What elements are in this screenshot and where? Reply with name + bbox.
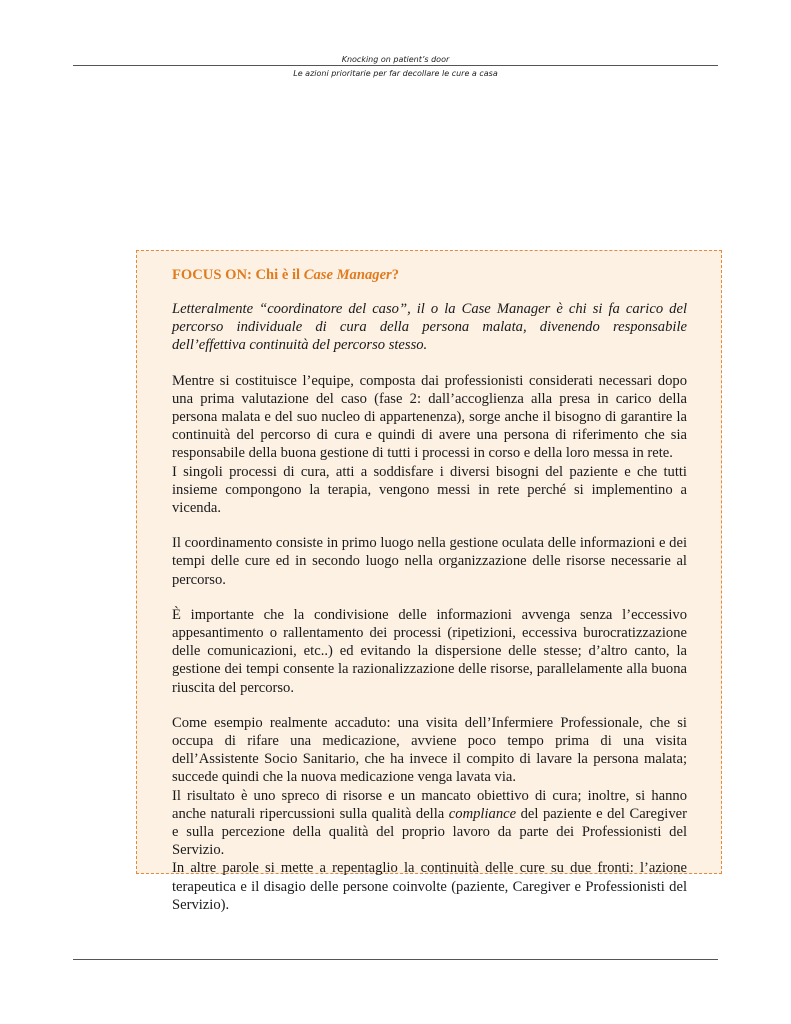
paragraph-esempio: Come esempio realmente accaduto: una visita dell’Infermiere Professionale, che si occupa di rifare una medicazione, avviene poco tempo prima di una visita dell’Assistente Socio Sanitario, che ha invece il compito di lavare la persona malata; succede quindi che la nuova medicazione venga lavata via. — [172, 714, 687, 786]
paragraph-gap — [172, 589, 687, 606]
paragraph-conclusione: In altre parole si mette a repentaglio la continuità delle cure su due fronti: l’azione terapeutica e il disagio delle persone coinvolte (paziente, Caregiver e Professionisti del Servizio). — [172, 860, 687, 913]
paragraph-condivisione: È importante che la condivisione delle informazioni avvenga senza l’eccessivo appesantimento o rallentamento dei processi (ripetizioni, eccessiva burocratizzazione delle comunicazioni, etc..) ed evitando la dispersione delle stesse; d’altro canto, la gestione dei tempi consente la razionalizzazione delle risorse, parallelamente alla buona riuscita del percorso. — [172, 606, 687, 696]
paragraph-gap — [172, 517, 687, 534]
focus-on-box — [136, 250, 722, 913]
focus-title — [172, 266, 687, 284]
definition-paragraph: Letteralmente “coordinatore del caso”, il o la Case Manager è chi si fa carico del percorso individuale di cura della persona malata, divenendo responsabile dell’effettiva continuità del percorso stesso. — [172, 301, 687, 354]
paragraph-coordinamento: Il coordinamento consiste in primo luogo nella gestione oculata delle informazioni e dei tempi delle cure ed in secondo luogo nella organizzazione delle risorse necessarie al percorso. — [172, 535, 687, 588]
running-header-title: Knocking on patient’s door — [341, 55, 450, 64]
paragraph-gap — [172, 355, 687, 372]
running-header-subtitle: Le azioni prioritarie per far decollare le cure a casa — [293, 69, 498, 78]
focus-title-term: Case Manager — [303, 267, 392, 283]
compliance-term: compliance — [448, 805, 517, 822]
focus-title-prefix: FOCUS ON: Chi è il — [172, 267, 304, 283]
paragraph-equipe: Mentre si costituisce l’equipe, composta dai professionisti considerati necessari dopo una prima valutazione del caso (fase 2: dall’accoglienza alla presa in carico della persona malata e del suo nucleo di appartenenza), sorge anche il bisogno di garantire la continuità del percorso di cura e quindi di avere una persona di riferimento che sia responsabile della buona gestione di tutti i processi in corso e della loro messa in rete. — [172, 372, 687, 462]
focus-title-suffix: ? — [391, 267, 400, 283]
paragraph-risultato — [172, 787, 687, 860]
risultato-text-end: del paziente e del Caregiver e sulla percezione della qualità del proprio lavoro da parte dei Professionisti del Servizio. — [172, 805, 687, 859]
paragraph-gap — [172, 697, 687, 714]
footer-divider — [73, 959, 718, 960]
paragraph-processi: I singoli processi di cura, atti a soddisfare i diversi bisogni del paziente e che tutti insieme compongono la terapia, vengono messi in rete perché si implementino a vicenda. — [172, 463, 687, 517]
risultato-text-start: Il risultato è uno spreco di risorse e un mancato obiettivo di cura; inoltre, si hanno anche naturali ripercussioni sulla qualità della — [172, 787, 687, 822]
header-divider — [73, 65, 718, 66]
